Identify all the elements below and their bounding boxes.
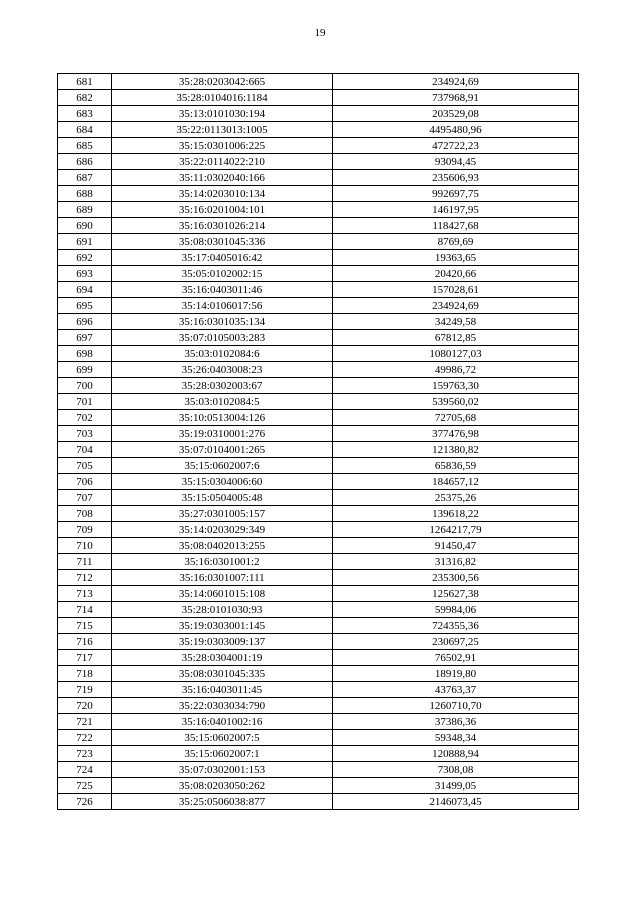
value-cell: 31499,05 <box>333 778 579 794</box>
value-cell: 235606,93 <box>333 170 579 186</box>
cadastral-number-cell: 35:28:0302003:67 <box>112 378 333 394</box>
value-cell: 2146073,45 <box>333 794 579 810</box>
value-cell: 118427,68 <box>333 218 579 234</box>
value-cell: 59984,06 <box>333 602 579 618</box>
table-row <box>58 554 579 570</box>
cadastral-number-cell: 35:15:0602007:6 <box>112 458 333 474</box>
row-number-cell: 703 <box>58 426 112 442</box>
value-cell: 31316,82 <box>333 554 579 570</box>
value-cell: 235300,56 <box>333 570 579 586</box>
table-row <box>58 634 579 650</box>
table-row <box>58 506 579 522</box>
value-cell: 25375,26 <box>333 490 579 506</box>
value-cell: 72705,68 <box>333 410 579 426</box>
table-row <box>58 682 579 698</box>
cadastral-number-cell: 35:08:0301045:336 <box>112 234 333 250</box>
row-number-cell: 719 <box>58 682 112 698</box>
row-number-cell: 710 <box>58 538 112 554</box>
cadastral-number-cell: 35:16:0301007:111 <box>112 570 333 586</box>
cadastral-number-cell: 35:15:0602007:5 <box>112 730 333 746</box>
row-number-cell: 686 <box>58 154 112 170</box>
cadastral-number-cell: 35:16:0301026:214 <box>112 218 333 234</box>
value-cell: 539560,02 <box>333 394 579 410</box>
value-cell: 67812,85 <box>333 330 579 346</box>
value-cell: 8769,69 <box>333 234 579 250</box>
cadastral-number-cell: 35:17:0405016:42 <box>112 250 333 266</box>
value-cell: 737968,91 <box>333 90 579 106</box>
table-row <box>58 138 579 154</box>
table-row <box>58 618 579 634</box>
cadastral-number-cell: 35:10:0513004:126 <box>112 410 333 426</box>
row-number-cell: 700 <box>58 378 112 394</box>
value-cell: 724355,36 <box>333 618 579 634</box>
cadastral-number-cell: 35:16:0401002:16 <box>112 714 333 730</box>
row-number-cell: 706 <box>58 474 112 490</box>
cadastral-number-cell: 35:16:0403011:46 <box>112 282 333 298</box>
value-cell: 139618,22 <box>333 506 579 522</box>
table-row <box>58 106 579 122</box>
value-cell: 34249,58 <box>333 314 579 330</box>
table-row <box>58 314 579 330</box>
table-row <box>58 250 579 266</box>
value-cell: 20420,66 <box>333 266 579 282</box>
value-cell: 91450,47 <box>333 538 579 554</box>
cadastral-number-cell: 35:13:0101030:194 <box>112 106 333 122</box>
table-row <box>58 154 579 170</box>
table-row <box>58 490 579 506</box>
cadastral-number-cell: 35:28:0101030:93 <box>112 602 333 618</box>
row-number-cell: 688 <box>58 186 112 202</box>
cadastral-number-cell: 35:14:0203029:349 <box>112 522 333 538</box>
row-number-cell: 725 <box>58 778 112 794</box>
row-number-cell: 721 <box>58 714 112 730</box>
value-cell: 1264217,79 <box>333 522 579 538</box>
table-row <box>58 394 579 410</box>
cadastral-number-cell: 35:25:0506038:877 <box>112 794 333 810</box>
row-number-cell: 698 <box>58 346 112 362</box>
row-number-cell: 704 <box>58 442 112 458</box>
row-number-cell: 708 <box>58 506 112 522</box>
cadastral-number-cell: 35:15:0304006:60 <box>112 474 333 490</box>
cadastral-number-cell: 35:14:0203010:134 <box>112 186 333 202</box>
table-row <box>58 90 579 106</box>
table-row <box>58 794 579 810</box>
table-row <box>58 186 579 202</box>
table-row <box>58 442 579 458</box>
table-row <box>58 602 579 618</box>
cadastral-value-table <box>57 73 579 810</box>
table-row <box>58 570 579 586</box>
cadastral-number-cell: 35:27:0301005:157 <box>112 506 333 522</box>
table-row <box>58 378 579 394</box>
cadastral-number-cell: 35:16:0201004:101 <box>112 202 333 218</box>
cadastral-number-cell: 35:07:0104001:265 <box>112 442 333 458</box>
row-number-cell: 691 <box>58 234 112 250</box>
row-number-cell: 714 <box>58 602 112 618</box>
value-cell: 203529,08 <box>333 106 579 122</box>
value-cell: 19363,65 <box>333 250 579 266</box>
cadastral-number-cell: 35:14:0106017:56 <box>112 298 333 314</box>
value-cell: 1080127,03 <box>333 346 579 362</box>
row-number-cell: 715 <box>58 618 112 634</box>
cadastral-number-cell: 35:26:0403008:23 <box>112 362 333 378</box>
cadastral-number-cell: 35:07:0302001:153 <box>112 762 333 778</box>
value-cell: 76502,91 <box>333 650 579 666</box>
row-number-cell: 705 <box>58 458 112 474</box>
table-row <box>58 474 579 490</box>
table-row <box>58 650 579 666</box>
row-number-cell: 701 <box>58 394 112 410</box>
cadastral-number-cell: 35:03:0102084:5 <box>112 394 333 410</box>
table-row <box>58 586 579 602</box>
cadastral-number-cell: 35:22:0303034:790 <box>112 698 333 714</box>
table-row <box>58 330 579 346</box>
cadastral-number-cell: 35:08:0402013:255 <box>112 538 333 554</box>
value-cell: 377476,98 <box>333 426 579 442</box>
table-body <box>58 74 579 810</box>
row-number-cell: 697 <box>58 330 112 346</box>
row-number-cell: 696 <box>58 314 112 330</box>
table-row <box>58 266 579 282</box>
value-cell: 43763,37 <box>333 682 579 698</box>
value-cell: 120888,94 <box>333 746 579 762</box>
page-number: 19 <box>314 27 326 39</box>
table-row <box>58 74 579 90</box>
value-cell: 1260710,70 <box>333 698 579 714</box>
cadastral-number-cell: 35:15:0301006:225 <box>112 138 333 154</box>
row-number-cell: 707 <box>58 490 112 506</box>
table-row <box>58 458 579 474</box>
row-number-cell: 723 <box>58 746 112 762</box>
value-cell: 7308,08 <box>333 762 579 778</box>
table-row <box>58 778 579 794</box>
value-cell: 65836,59 <box>333 458 579 474</box>
value-cell: 159763,30 <box>333 378 579 394</box>
cadastral-number-cell: 35:28:0304001:19 <box>112 650 333 666</box>
value-cell: 125627,38 <box>333 586 579 602</box>
row-number-cell: 685 <box>58 138 112 154</box>
row-number-cell: 724 <box>58 762 112 778</box>
row-number-cell: 713 <box>58 586 112 602</box>
value-cell: 234924,69 <box>333 298 579 314</box>
table-row <box>58 746 579 762</box>
value-cell: 4495480,96 <box>333 122 579 138</box>
row-number-cell: 683 <box>58 106 112 122</box>
table-row <box>58 298 579 314</box>
table-row <box>58 730 579 746</box>
cadastral-number-cell: 35:28:0203042:665 <box>112 74 333 90</box>
value-cell: 157028,61 <box>333 282 579 298</box>
value-cell: 146197,95 <box>333 202 579 218</box>
value-cell: 93094,45 <box>333 154 579 170</box>
value-cell: 49986,72 <box>333 362 579 378</box>
table-row <box>58 714 579 730</box>
table-row <box>58 282 579 298</box>
row-number-cell: 722 <box>58 730 112 746</box>
table-row <box>58 170 579 186</box>
row-number-cell: 712 <box>58 570 112 586</box>
row-number-cell: 718 <box>58 666 112 682</box>
cadastral-number-cell: 35:15:0504005:48 <box>112 490 333 506</box>
table-row <box>58 122 579 138</box>
value-cell: 472722,23 <box>333 138 579 154</box>
cadastral-number-cell: 35:11:0302040:166 <box>112 170 333 186</box>
table-row <box>58 346 579 362</box>
cadastral-number-cell: 35:19:0310001:276 <box>112 426 333 442</box>
table-row <box>58 362 579 378</box>
table-row <box>58 202 579 218</box>
row-number-cell: 711 <box>58 554 112 570</box>
cadastral-number-cell: 35:19:0303001:145 <box>112 618 333 634</box>
value-cell: 37386,36 <box>333 714 579 730</box>
cadastral-number-cell: 35:03:0102084:6 <box>112 346 333 362</box>
cadastral-number-cell: 35:16:0301035:134 <box>112 314 333 330</box>
value-cell: 59348,34 <box>333 730 579 746</box>
cadastral-number-cell: 35:15:0602007:1 <box>112 746 333 762</box>
row-number-cell: 693 <box>58 266 112 282</box>
cadastral-number-cell: 35:22:0113013:1005 <box>112 122 333 138</box>
table-row <box>58 410 579 426</box>
row-number-cell: 692 <box>58 250 112 266</box>
row-number-cell: 682 <box>58 90 112 106</box>
value-cell: 121380,82 <box>333 442 579 458</box>
cadastral-number-cell: 35:07:0105003:283 <box>112 330 333 346</box>
value-cell: 234924,69 <box>333 74 579 90</box>
row-number-cell: 694 <box>58 282 112 298</box>
table-row <box>58 538 579 554</box>
cadastral-number-cell: 35:08:0301045:335 <box>112 666 333 682</box>
row-number-cell: 684 <box>58 122 112 138</box>
row-number-cell: 695 <box>58 298 112 314</box>
cadastral-number-cell: 35:16:0403011:45 <box>112 682 333 698</box>
cadastral-number-cell: 35:19:0303009:137 <box>112 634 333 650</box>
value-cell: 230697,25 <box>333 634 579 650</box>
cadastral-number-cell: 35:08:0203050:262 <box>112 778 333 794</box>
row-number-cell: 689 <box>58 202 112 218</box>
row-number-cell: 709 <box>58 522 112 538</box>
cadastral-number-cell: 35:22:0114022:210 <box>112 154 333 170</box>
cadastral-number-cell: 35:14:0601015:108 <box>112 586 333 602</box>
cadastral-number-cell: 35:28:0104016:1184 <box>112 90 333 106</box>
cadastral-number-cell: 35:16:0301001:2 <box>112 554 333 570</box>
cadastral-number-cell: 35:05:0102002:15 <box>112 266 333 282</box>
table-row <box>58 762 579 778</box>
row-number-cell: 681 <box>58 74 112 90</box>
row-number-cell: 702 <box>58 410 112 426</box>
row-number-cell: 716 <box>58 634 112 650</box>
value-cell: 184657,12 <box>333 474 579 490</box>
row-number-cell: 690 <box>58 218 112 234</box>
value-cell: 18919,80 <box>333 666 579 682</box>
table-row <box>58 666 579 682</box>
row-number-cell: 720 <box>58 698 112 714</box>
table-row <box>58 218 579 234</box>
row-number-cell: 699 <box>58 362 112 378</box>
row-number-cell: 687 <box>58 170 112 186</box>
value-cell: 992697,75 <box>333 186 579 202</box>
table-row <box>58 234 579 250</box>
table-row <box>58 698 579 714</box>
table-row <box>58 522 579 538</box>
table-row <box>58 426 579 442</box>
row-number-cell: 726 <box>58 794 112 810</box>
row-number-cell: 717 <box>58 650 112 666</box>
